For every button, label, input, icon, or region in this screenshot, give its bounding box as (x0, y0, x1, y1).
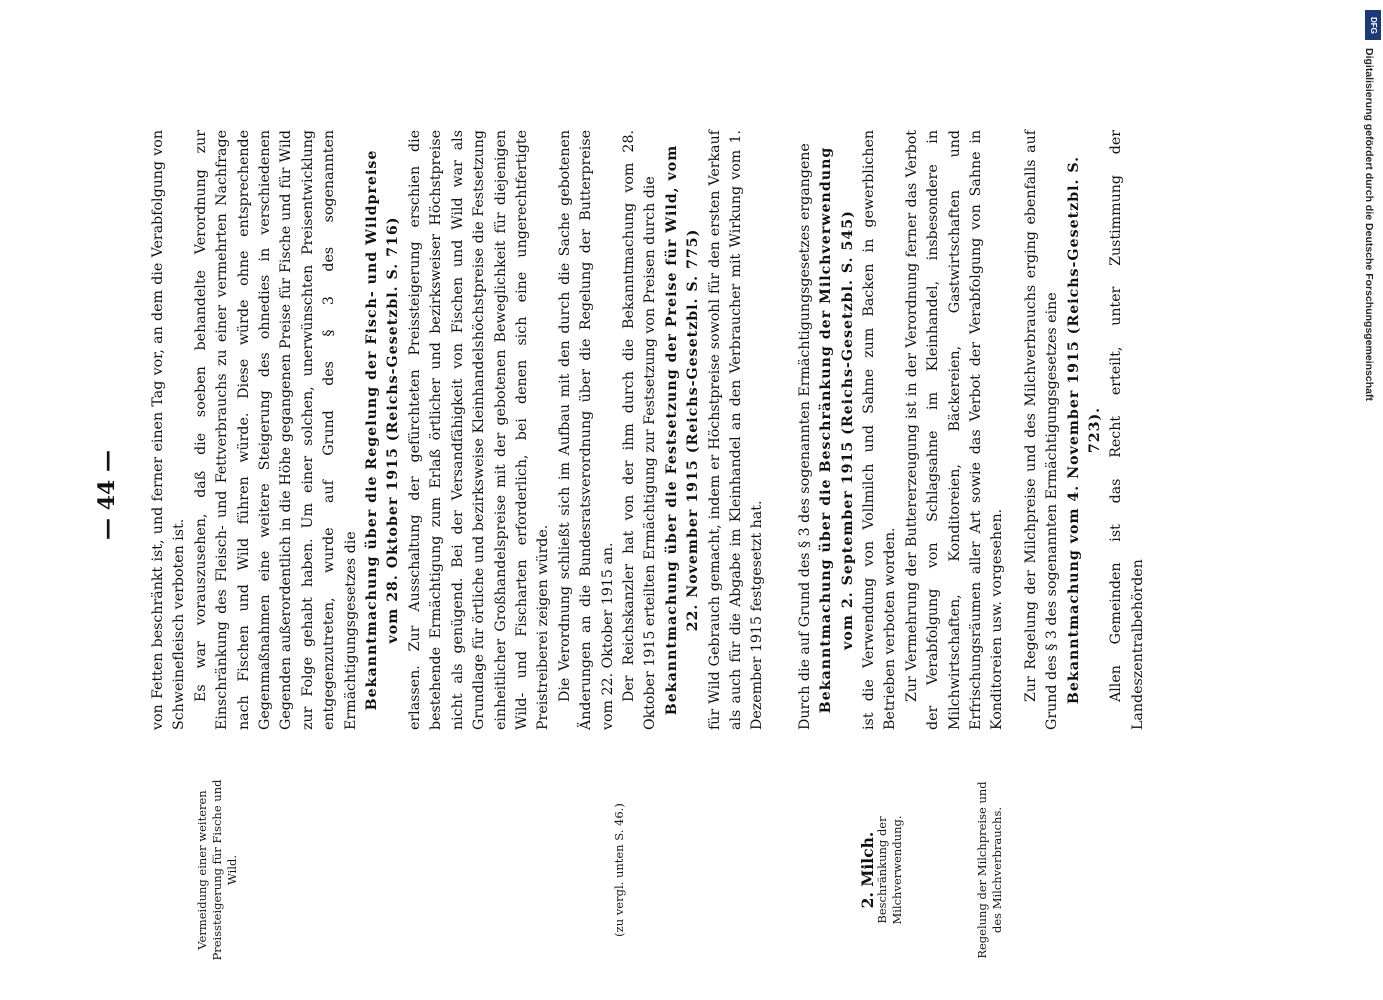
law-reference-title: Bekanntmachung über die Festsetzung der Preise für Wild, vom (663, 144, 680, 716)
margin-note-milk-prices: Regelung der Milchpreise und des Milchverbrauchs. (975, 781, 1004, 959)
main-text-column (148, 130, 1149, 730)
law-reference-date: 22. November 1915 (Reichs-Gesetzbl. S. 775) (685, 228, 702, 632)
law-reference-date: vom 28. Oktober 1915 (Reichs-Gesetzbl. S. 716) (385, 216, 402, 644)
dfg-logo: DFG (1365, 10, 1381, 40)
law-reference-date: vom 2. September 1915 (Reichs-Gesetzbl. S. 545) (839, 210, 856, 650)
law-reference-title: Bekanntmachung über die Regelung der Fisch- und Wildpreise (364, 149, 381, 711)
paragraph: für Wild Gebrauch gemacht, indem er Höchstpreise sowohl für den ersten Verkauf als auch für die Abgabe im Kleinhandel an den Verbraucher mit Wirkung vom 1. Dezember 1915 festgesetzt hat. (706, 130, 766, 730)
section-gap (1009, 130, 1021, 730)
section-gap (769, 130, 795, 730)
margin-note-cross-reference: (zu vergl. unten S. 46.) (612, 803, 626, 937)
paragraph: erlassen. Zur Ausschaltung der gefürchteten Preissteigerung erschien die bestehende Ermächtigung zum Erlaß örtlicher und bezirksweiser Höchstpreise nicht als genügend. Bei der Versandfähigkeit von Fischen und Wild war als Grundlage für örtliche und bezirksweise Kleinhandelshöchstpreise die Festsetzung einheitlicher Großhandelspreise mit der gebotenen Beweglichkeit für diejenigen Wild- und Fischarten erforderlich, bei denen sich eine ungerechtfertigte Preistreiberei zeigen würde. (406, 130, 552, 730)
margin-note-fish-game: Vermeidung einer weiteren Preissteigerung für Fische und Wild. (195, 779, 239, 961)
paragraph: Zur Regelung der Milchpreise und des Milchverbrauchs erging ebenfalls auf Grund des § 3 des sogenannten Ermächtigungsgesetzes eine (1022, 130, 1061, 730)
law-reference-title: Bekanntmachung über die Beschränkung der Milchverwendung (818, 146, 835, 714)
margin-note-milk-restriction: Beschränkung der Milchverwendung. (875, 815, 904, 925)
law-reference (662, 130, 705, 730)
paragraph: Durch die auf Grund des § 3 des sogenannten Ermächtigungsgesetzes ergangene (796, 143, 813, 730)
margin-note-milk-section (860, 770, 905, 970)
paragraph: Der Reichskanzler hat von der ihm durch die Bekanntmachung vom 28. Oktober 1915 erteilten Ermächtigung zur Festsetzung von Preisen durch die (620, 130, 659, 730)
page-number: — 44 — (94, 450, 120, 540)
paragraph: Allen Gemeinden ist das Recht erteilt, unter Zustimmung der Landeszentralbehörden (1108, 130, 1146, 730)
paragraph: von Fetten beschränkt ist, und ferner einen Tag vor, an dem die Verabfolgung von Schweinefleisch verboten ist. (150, 130, 188, 730)
digitization-note: Digitalisierung gefördert durch die Deutsche Forschungsgemeinschaft (1363, 48, 1375, 401)
law-reference (816, 130, 859, 730)
section-heading-milk: 2. Milch. (858, 831, 877, 909)
law-reference: Bekanntmachung vom 4. November 1915 (Reichs-Gesetzbl. S. 723). (1065, 155, 1104, 705)
paragraph: Die Verordnung schließt sich im Aufbau mit den durch die Sache gebotenen Änderungen an die Bundesratsverordnung über die Regelung der Butterpreise vom 22. Oktober 1915 an. (556, 130, 616, 730)
paragraph: Es war vorauszusehen, daß die soeben behandelte Verordnung zur Einschränkung des Fleisch- und Fettverbrauchs zu einer vermehrten Nachfrage nach Fischen und Wild führen würde. Diese würde ohne entsprechende Gegenmaßnahmen eine weitere Steigerung des ohnedies in verschiedenen Gegenden außerordentlich in die Höhe gegangenen Preise für Fische und für Wild zur Folge gehabt haben. Um einer solchen, unerwünschten Preisentwicklung entgegenzutreten, wurde auf Grund des § 3 des sogenannten Ermächtigungsgesetzes die (192, 130, 359, 730)
law-reference (362, 130, 405, 730)
paragraph: Zur Vermehrung der Buttererzeugung ist in der Verordnung ferner das Verbot der Verabfolgung von Schlagsahne im Kleinhandel, insbesondere in Milchwirtschaften, Konditoreien, Bäckereien, Gastwirtschaften und Erfrischungsräumen aller Art sowie das Verbot der Verabfolgung von Sahne in Konditoreien usw. vorgesehen. (903, 130, 1006, 730)
paragraph: ist die Verwendung von Vollmilch und Sahne zum Backen in gewerblichen Betrieben verboten worden. (861, 130, 899, 730)
